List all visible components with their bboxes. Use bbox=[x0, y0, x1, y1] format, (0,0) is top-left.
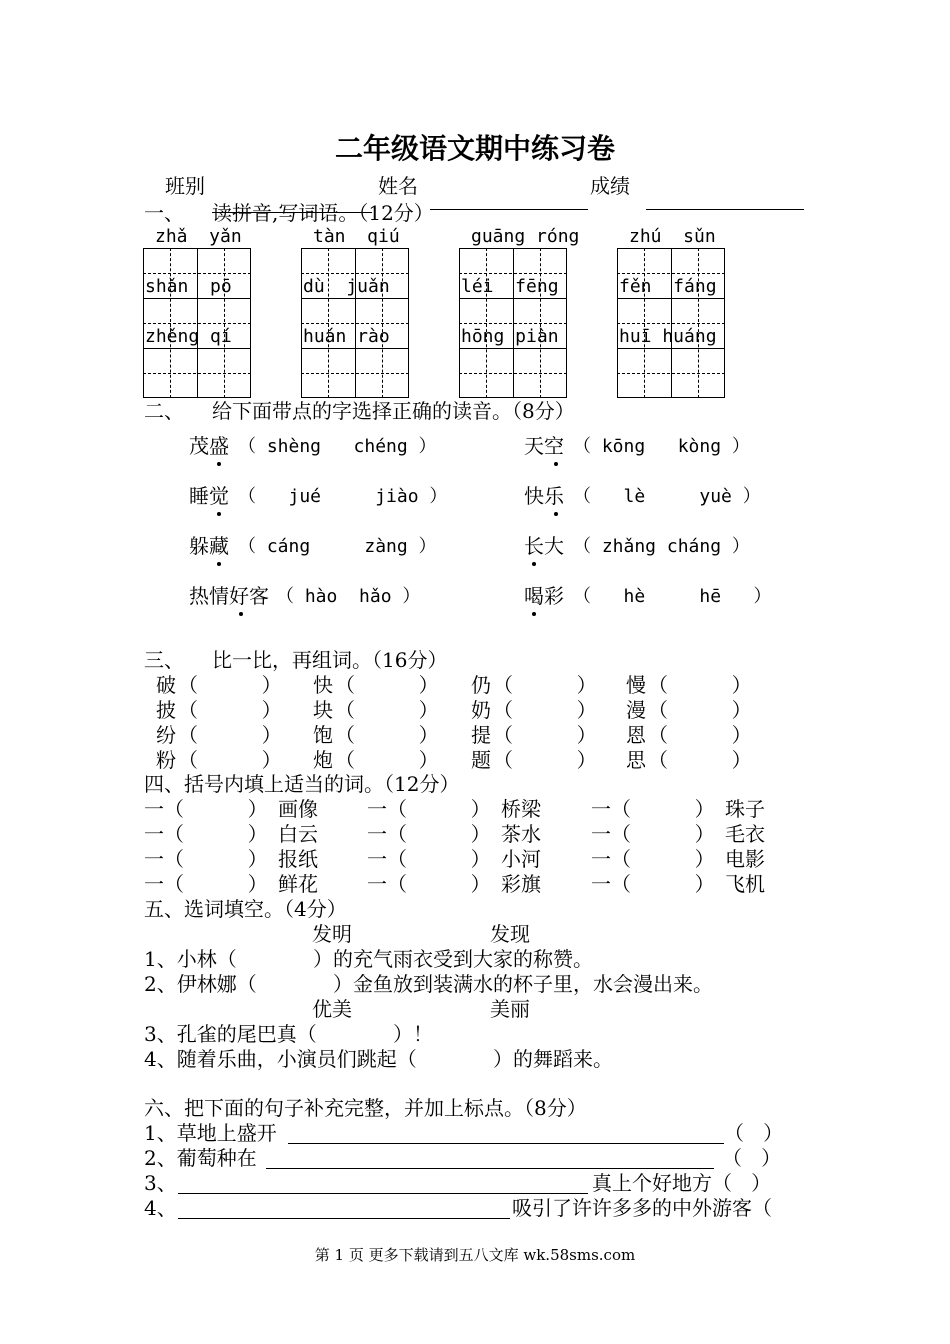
s5-question[interactable]: 4、随着乐曲，小演员们跳起（ ）的舞蹈来。 bbox=[144, 1047, 614, 1071]
s1-heading: 读拼音,写词语。（12分） bbox=[212, 201, 434, 225]
s2-number: 二、 bbox=[144, 399, 184, 423]
pinyin-label: hōng piàn bbox=[461, 326, 559, 347]
compare-char: 破 bbox=[156, 673, 176, 697]
grid-divider bbox=[459, 348, 567, 349]
s6-question-end: 吸引了许许多多的中外游客（ bbox=[512, 1196, 772, 1220]
measure-word-blank[interactable]: 一（ ） bbox=[144, 847, 268, 871]
measure-word-blank[interactable]: 一（ ） bbox=[367, 822, 491, 846]
grid-guide bbox=[617, 273, 725, 274]
compare-char: 披 bbox=[156, 698, 176, 722]
answer-bracket[interactable]: （ ） bbox=[335, 698, 439, 722]
s3-number: 三、 bbox=[144, 648, 184, 672]
answer-line[interactable] bbox=[178, 1193, 588, 1194]
pinyin-label: léi fēng bbox=[461, 276, 559, 297]
answer-bracket[interactable]: （ ） bbox=[648, 698, 752, 722]
measure-word-blank[interactable]: 一（ ） bbox=[591, 847, 715, 871]
measure-word-blank[interactable]: 一（ ） bbox=[591, 797, 715, 821]
answer-bracket[interactable]: （ ） bbox=[493, 723, 597, 747]
s2-options[interactable]: （ lè yuè ） bbox=[573, 486, 761, 507]
grid-guide bbox=[617, 373, 725, 374]
measure-word-blank[interactable]: 一（ ） bbox=[144, 822, 268, 846]
measure-word-blank[interactable]: 一（ ） bbox=[591, 822, 715, 846]
noun-word: 珠子 bbox=[725, 797, 765, 821]
grid-divider bbox=[143, 298, 251, 299]
pinyin-label: zhú sǔn bbox=[629, 226, 716, 247]
grid-guide bbox=[143, 323, 251, 324]
pinyin-label: zhǎ yǎn bbox=[155, 226, 242, 247]
grid-guide bbox=[459, 373, 567, 374]
compare-char: 快 bbox=[313, 673, 333, 697]
s2-options[interactable]: （ hè hē ） bbox=[573, 586, 772, 607]
noun-word: 毛衣 bbox=[725, 822, 765, 846]
s5-heading: 五、选词填空。（4分） bbox=[144, 897, 347, 921]
score-blank[interactable] bbox=[646, 209, 804, 210]
word-choice: 发明 bbox=[312, 922, 352, 946]
s6-question: 2、葡萄种在 bbox=[144, 1146, 257, 1170]
compare-char: 仍 bbox=[471, 673, 491, 697]
answer-bracket[interactable]: （ ） bbox=[648, 723, 752, 747]
compare-char: 粉 bbox=[156, 748, 176, 772]
grid-guide bbox=[301, 323, 409, 324]
answer-bracket[interactable]: （ ） bbox=[335, 723, 439, 747]
pinyin-label: tàn qiú bbox=[313, 226, 400, 247]
grid-divider bbox=[301, 348, 409, 349]
emphasis-dot bbox=[554, 462, 558, 466]
noun-word: 画像 bbox=[278, 797, 318, 821]
name-label: 姓名 bbox=[378, 174, 418, 198]
pinyin-label: huī huáng bbox=[619, 326, 717, 347]
answer-line[interactable] bbox=[178, 1218, 510, 1219]
s6-question: 1、草地上盛开 bbox=[144, 1121, 277, 1145]
noun-word: 桥梁 bbox=[501, 797, 541, 821]
answer-bracket[interactable]: （ ） bbox=[178, 723, 282, 747]
s2-word: 喝彩 bbox=[524, 584, 564, 608]
grid-guide bbox=[301, 273, 409, 274]
pinyin-label: guāng róng bbox=[471, 226, 580, 247]
answer-line[interactable] bbox=[288, 1143, 724, 1144]
compare-char: 恩 bbox=[626, 723, 646, 747]
noun-word: 茶水 bbox=[501, 822, 541, 846]
s6-question: 4、 bbox=[144, 1196, 177, 1220]
s2-word: 天空 bbox=[524, 434, 564, 458]
s1-number: 一、 bbox=[144, 201, 184, 225]
pinyin-label: fěn fáng bbox=[619, 276, 717, 297]
answer-bracket[interactable]: （ ） bbox=[178, 673, 282, 697]
emphasis-dot bbox=[217, 512, 221, 516]
compare-char: 奶 bbox=[471, 698, 491, 722]
measure-word-blank[interactable]: 一（ ） bbox=[144, 797, 268, 821]
s2-options[interactable]: （ shèng chéng ） bbox=[238, 436, 437, 457]
s6-question: 3、 bbox=[144, 1171, 177, 1195]
grid-divider bbox=[617, 298, 725, 299]
word-choice: 发现 bbox=[490, 922, 530, 946]
pinyin-label: zhěng qí bbox=[145, 326, 232, 347]
s2-options[interactable]: （ kōng kòng ） bbox=[573, 436, 750, 457]
compare-char: 提 bbox=[471, 723, 491, 747]
s5-question[interactable]: 2、伊林娜（ ）金鱼放到装满水的杯子里，水会漫出来。 bbox=[144, 972, 714, 996]
punctuation-bracket[interactable]: （ ） bbox=[722, 1146, 782, 1170]
compare-char: 炮 bbox=[313, 748, 333, 772]
pinyin-label: shǎn pō bbox=[145, 276, 232, 297]
noun-word: 鲜花 bbox=[278, 872, 318, 896]
answer-bracket[interactable]: （ ） bbox=[493, 698, 597, 722]
compare-char: 题 bbox=[471, 748, 491, 772]
compare-char: 饱 bbox=[313, 723, 333, 747]
answer-bracket[interactable]: （ ） bbox=[335, 673, 439, 697]
s2-word: 长大 bbox=[524, 534, 564, 558]
grid-guide bbox=[143, 273, 251, 274]
grid-guide bbox=[617, 323, 725, 324]
noun-word: 报纸 bbox=[278, 847, 318, 871]
grid-guide bbox=[224, 248, 225, 398]
grid-guide bbox=[459, 273, 567, 274]
emphasis-dot bbox=[532, 562, 536, 566]
measure-word-blank[interactable]: 一（ ） bbox=[591, 872, 715, 896]
grid-divider bbox=[301, 298, 409, 299]
answer-bracket[interactable]: （ ） bbox=[335, 748, 439, 772]
answer-bracket[interactable]: （ ） bbox=[648, 673, 752, 697]
word-choice: 美丽 bbox=[490, 997, 530, 1021]
measure-word-blank[interactable]: 一（ ） bbox=[367, 847, 491, 871]
s2-options[interactable]: （ hào hǎo ） bbox=[276, 586, 421, 607]
answer-bracket[interactable]: （ ） bbox=[648, 748, 752, 772]
name-blank[interactable] bbox=[430, 209, 588, 210]
emphasis-dot bbox=[554, 512, 558, 516]
grid-guide bbox=[301, 373, 409, 374]
noun-word: 电影 bbox=[725, 847, 765, 871]
pinyin-label: huán rào bbox=[303, 326, 390, 347]
grid-divider bbox=[143, 348, 251, 349]
s6-question-end: 真上个好地方（ ） bbox=[592, 1171, 772, 1195]
measure-word-blank[interactable]: 一（ ） bbox=[367, 797, 491, 821]
grid-guide bbox=[698, 248, 699, 398]
s1-heading-strike bbox=[212, 212, 372, 213]
s2-heading: 给下面带点的字选择正确的读音。（8分） bbox=[212, 399, 575, 423]
grid-guide bbox=[486, 248, 487, 398]
s2-word: 躲藏 bbox=[189, 534, 229, 558]
grid-divider bbox=[617, 348, 725, 349]
punctuation-bracket[interactable]: （ ） bbox=[724, 1121, 784, 1145]
s5-question[interactable]: 3、孔雀的尾巴真（ ）！ bbox=[144, 1022, 434, 1046]
grid-guide bbox=[644, 248, 645, 398]
compare-char: 漫 bbox=[626, 698, 646, 722]
noun-word: 彩旗 bbox=[501, 872, 541, 896]
grid-guide bbox=[382, 248, 383, 398]
answer-bracket[interactable]: （ ） bbox=[178, 698, 282, 722]
answer-bracket[interactable]: （ ） bbox=[178, 748, 282, 772]
s2-word: 热情好客 bbox=[189, 584, 269, 608]
noun-word: 白云 bbox=[278, 822, 318, 846]
page-title: 二年级语文期中练习卷 bbox=[334, 132, 615, 165]
emphasis-dot bbox=[532, 612, 536, 616]
s2-options[interactable]: （ zhǎng cháng ） bbox=[573, 536, 750, 557]
grid-guide bbox=[328, 248, 329, 398]
compare-char: 纷 bbox=[156, 723, 176, 747]
s2-options[interactable]: （ jué jiào ） bbox=[238, 486, 448, 507]
s2-word: 快乐 bbox=[524, 484, 564, 508]
answer-bracket[interactable]: （ ） bbox=[493, 748, 597, 772]
word-choice: 优美 bbox=[312, 997, 352, 1021]
s5-question[interactable]: 1、小林（ ）的充气雨衣受到大家的称赞。 bbox=[144, 947, 594, 971]
compare-char: 慢 bbox=[626, 673, 646, 697]
class-label: 班别 bbox=[165, 174, 205, 198]
answer-line[interactable] bbox=[266, 1168, 714, 1169]
noun-word: 小河 bbox=[501, 847, 541, 871]
measure-word-blank[interactable]: 一（ ） bbox=[144, 872, 268, 896]
s4-heading: 四、括号内填上适当的词。（12分） bbox=[144, 772, 460, 796]
noun-word: 飞机 bbox=[725, 872, 765, 896]
page-footer: 第 1 页 更多下载请到五八文库 wk.58sms.com bbox=[314, 1246, 636, 1264]
score-label: 成绩 bbox=[590, 174, 630, 198]
grid-guide bbox=[540, 248, 541, 398]
s2-word: 睡觉 bbox=[189, 484, 229, 508]
s6-heading: 六、把下面的句子补充完整，并加上标点。（8分） bbox=[144, 1096, 587, 1120]
compare-char: 思 bbox=[626, 748, 646, 772]
s2-word: 茂盛 bbox=[189, 434, 229, 458]
compare-char: 块 bbox=[313, 698, 333, 722]
measure-word-blank[interactable]: 一（ ） bbox=[367, 872, 491, 896]
pinyin-label: dù juǎn bbox=[303, 276, 390, 297]
grid-guide bbox=[459, 323, 567, 324]
answer-bracket[interactable]: （ ） bbox=[493, 673, 597, 697]
emphasis-dot bbox=[217, 462, 221, 466]
emphasis-dot bbox=[239, 612, 243, 616]
grid-guide bbox=[170, 248, 171, 398]
grid-guide bbox=[143, 373, 251, 374]
s2-options[interactable]: （ cáng zàng ） bbox=[238, 536, 437, 557]
emphasis-dot bbox=[217, 562, 221, 566]
s3-heading: 比一比，再组词。（16分） bbox=[212, 648, 448, 672]
grid-divider bbox=[459, 298, 567, 299]
